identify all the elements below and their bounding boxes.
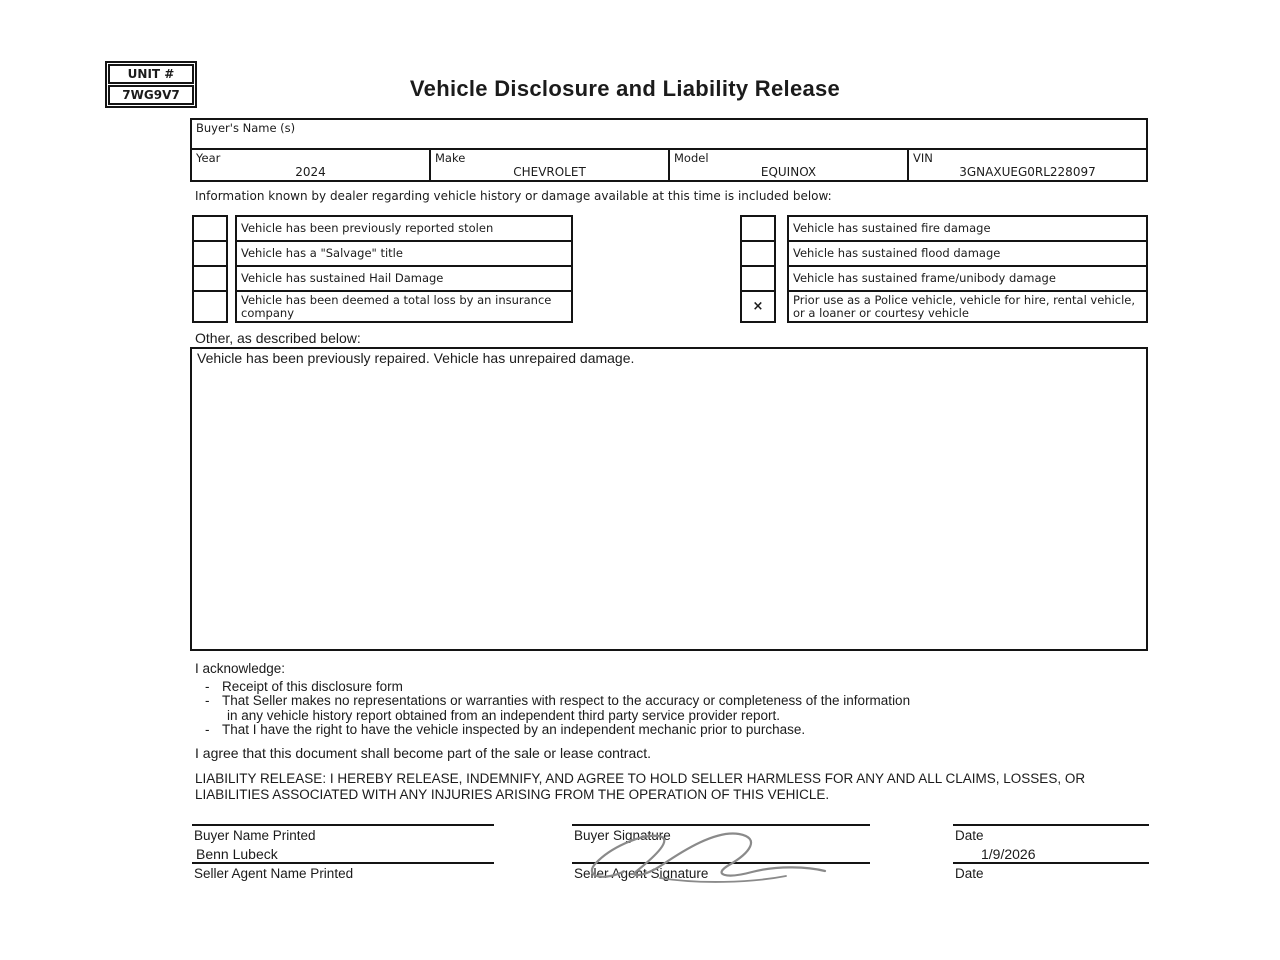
vin-value: 3GNAXUEG0RL228097	[959, 164, 1096, 179]
agreement-statement: I agree that this document shall become part of the sale or lease contract.	[195, 745, 652, 761]
buyer-name-printed-block	[192, 806, 494, 843]
seller-date-value[interactable]: 1/9/2026	[981, 846, 1036, 862]
bullet-dash: -	[205, 678, 210, 694]
vin-field	[908, 149, 1147, 181]
item-stolen: Vehicle has been previously reported stolen	[237, 217, 571, 242]
checkbox-hail[interactable]	[194, 267, 226, 292]
item-flood: Vehicle has sustained flood damage	[789, 242, 1146, 267]
dealer-info-statement: Information known by dealer regarding vehicle history or damage available at this time is included below:	[195, 189, 832, 203]
seller-date-label: Date	[955, 866, 984, 881]
liability-release-paragraph: LIABILITY RELEASE: I HEREBY RELEASE, INDEMNIFY, AND AGREE TO HOLD SELLER HARMLESS FOR ANY AND ALL CLAIMS, LOSSES, OR LIABILITIES ASSOCIATED WITH ANY INJURIES ARISING FROM THE OPERATION OF THIS VEHICLE.	[195, 771, 1086, 802]
buyer-name-field[interactable]	[191, 119, 1147, 149]
buyer-signature-block	[572, 806, 870, 843]
model-field	[669, 149, 908, 181]
acknowledge-bullet-2-continued: in any vehicle history report obtained from an independent third party service provider report.	[227, 707, 781, 723]
buyer-name-printed-label: Buyer Name Printed	[194, 828, 316, 843]
item-frame: Vehicle has sustained frame/unibody damage	[789, 267, 1146, 292]
model-value: EQUINOX	[760, 164, 817, 179]
unit-number-label: UNIT #	[108, 64, 194, 84]
buyer-signature-value[interactable]	[572, 806, 870, 824]
acknowledge-bullet-1: - Receipt of this disclosure form	[195, 680, 1125, 695]
year-label: Year	[196, 151, 221, 165]
bullet-dash: -	[205, 693, 210, 708]
make-value: CHEVROLET	[513, 164, 586, 179]
seller-agent-signature-label: Seller Agent Signature	[574, 866, 709, 881]
buyer-date-block	[953, 806, 1149, 843]
other-description-box[interactable]	[190, 347, 1148, 651]
checkbox-salvage[interactable]	[194, 242, 226, 267]
page-title: Vehicle Disclosure and Liability Release	[409, 76, 841, 101]
seller-agent-name-label: Seller Agent Name Printed	[194, 866, 354, 881]
item-prior-use: Prior use as a Police vehicle, vehicle for hire, rental vehicle, or a loaner or courtesy vehicle	[793, 292, 1136, 320]
checkbox-column-right	[740, 215, 776, 323]
acknowledge-bullet-2: - That Seller makes no representations or warranties with respect to the accuracy or completeness of the information	[195, 694, 1125, 709]
acknowledgement-section	[195, 662, 1125, 738]
checkbox-stolen[interactable]	[194, 217, 226, 242]
make-label: Make	[435, 151, 466, 165]
year-field	[191, 149, 430, 181]
acknowledge-bullet-3: - That I have the right to have the vehicle inspected by an independent mechanic prior to purchase.	[195, 723, 1125, 738]
checkbox-frame[interactable]	[742, 267, 774, 292]
other-section-label: Other, as described below:	[195, 330, 361, 346]
checkbox-fire[interactable]	[742, 217, 774, 242]
seller-agent-signature-value[interactable]	[572, 844, 870, 862]
seller-agent-signature-block	[572, 844, 870, 881]
checkbox-flood[interactable]	[742, 242, 774, 267]
seller-agent-name-value[interactable]: Benn Lubeck	[196, 846, 278, 862]
buyer-name-label: Buyer's Name (s)	[196, 121, 296, 135]
item-fire: Vehicle has sustained fire damage	[789, 217, 1146, 242]
buyer-date-label: Date	[955, 828, 984, 843]
unit-number-box	[105, 61, 197, 108]
buyer-name-printed-value[interactable]	[192, 806, 494, 824]
checkbox-prior-use[interactable]: ×	[752, 299, 764, 314]
vehicle-info-table	[190, 118, 1148, 182]
make-field	[430, 149, 669, 181]
vin-label: VIN	[913, 151, 933, 165]
seller-date-block	[953, 844, 1149, 881]
disclosure-items-left	[235, 215, 573, 323]
seller-agent-name-block	[192, 844, 494, 881]
year-value: 2024	[295, 164, 326, 179]
checkbox-total-loss[interactable]	[194, 292, 226, 321]
other-description-text: Vehicle has been previously repaired. Vehicle has unrepaired damage.	[197, 350, 635, 366]
item-salvage: Vehicle has a "Salvage" title	[237, 242, 571, 267]
disclosure-items-right	[787, 215, 1148, 323]
item-total-loss: Vehicle has been deemed a total loss by an insurance company	[241, 292, 552, 320]
buyer-signature-label: Buyer Signature	[574, 828, 671, 843]
model-label: Model	[674, 151, 709, 165]
checkbox-column-left	[192, 215, 228, 323]
item-hail: Vehicle has sustained Hail Damage	[237, 267, 571, 292]
bullet-dash: -	[205, 722, 210, 737]
unit-number-value: 7WG9V7	[108, 85, 194, 105]
buyer-date-value[interactable]	[953, 806, 1149, 824]
acknowledge-heading: I acknowledge:	[195, 661, 286, 676]
